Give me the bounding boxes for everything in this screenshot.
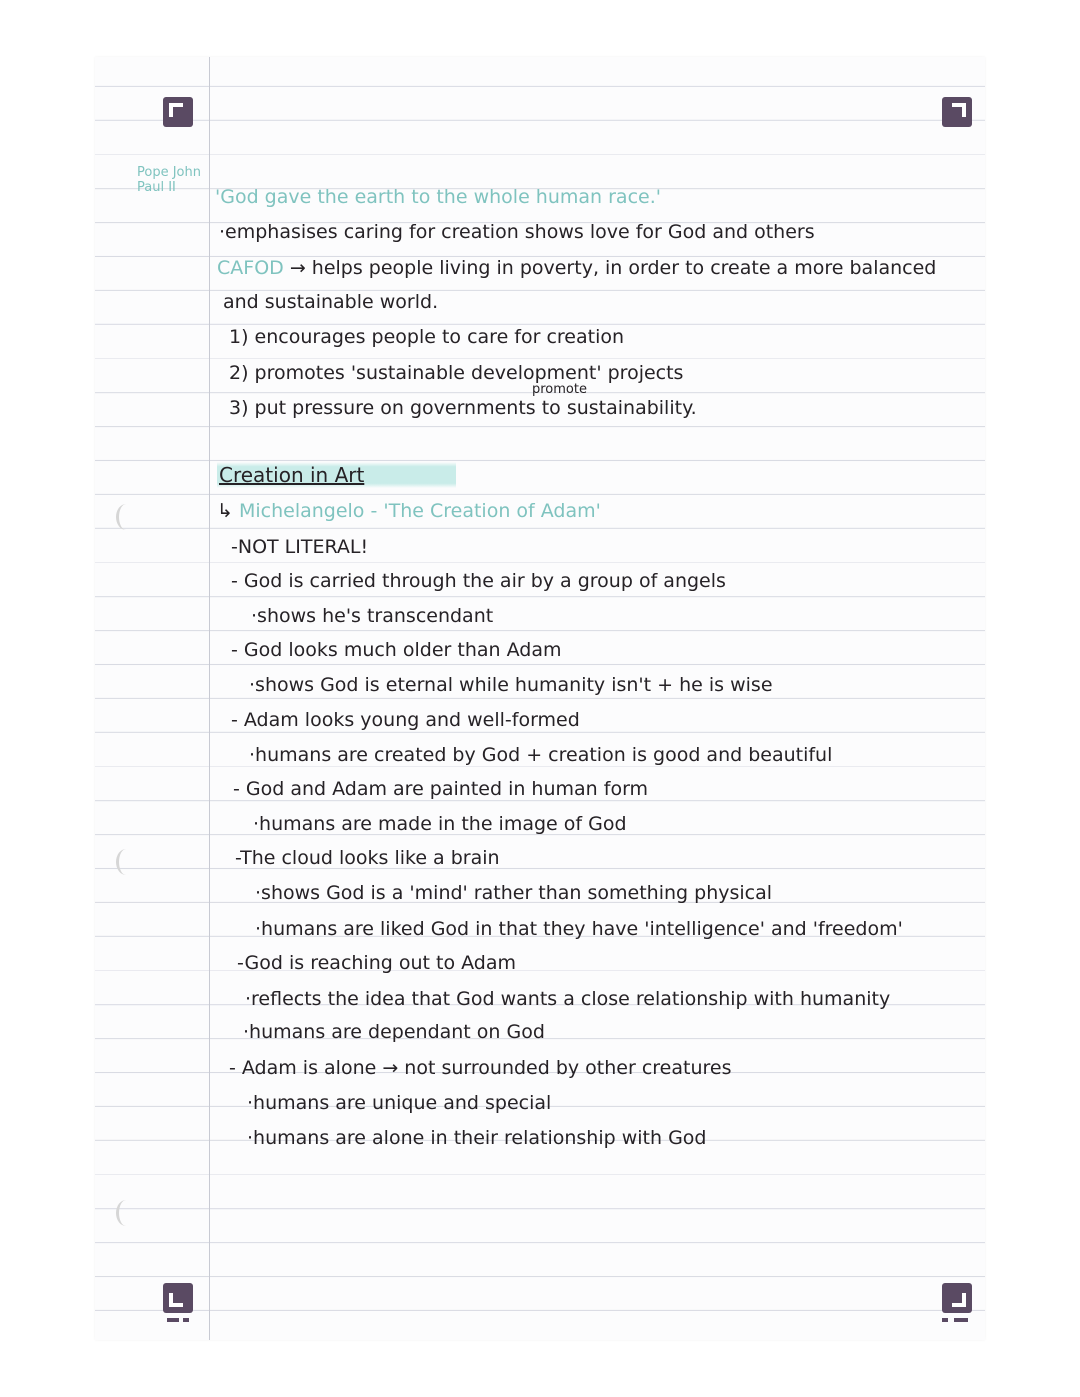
cafod-text: → helps people living in poverty, in order to create a more balanced: [283, 257, 937, 279]
note-line: [217, 256, 936, 280]
corner-tick: [942, 1318, 948, 1322]
note-line: - God looks much older than Adam: [231, 639, 562, 661]
corner-marker-bottom-left: [163, 1283, 193, 1313]
note-line: ·humans are dependant on God: [243, 1021, 545, 1043]
note-line: ·shows he's transcendant: [251, 605, 494, 627]
margin-note-line: Paul II: [137, 180, 176, 195]
note-line: - Adam is alone → not surrounded by other creatures: [229, 1057, 732, 1079]
corner-marker-bottom-right: [942, 1283, 972, 1313]
note-line: ·reflects the idea that God wants a close relationship with humanity: [245, 988, 891, 1010]
note-line: -NOT LITERAL!: [231, 536, 369, 558]
corner-marker-top-left: [163, 97, 193, 127]
corner-tick: [183, 1318, 189, 1322]
margin-line: [209, 57, 210, 1340]
corner-marker-top-right: [942, 97, 972, 127]
note-line: ·shows God is eternal while humanity isn't + he is wise: [249, 674, 773, 696]
note-line: - God is carried through the air by a group of angels: [231, 570, 726, 592]
note-line: 2) promotes 'sustainable development' projects: [229, 362, 684, 384]
note-line: [217, 499, 601, 523]
note-line: ·humans are created by God + creation is good and beautiful: [249, 744, 833, 766]
note-line: ·humans are unique and special: [247, 1092, 552, 1114]
corner-tick: [954, 1318, 968, 1322]
corner-tick: [167, 1318, 179, 1322]
binder-hole: [116, 1200, 136, 1226]
section-heading-text: Creation in Art: [219, 463, 365, 487]
arrow-glyph: ↳: [217, 500, 239, 522]
note-line: - Adam looks young and well-formed: [231, 709, 580, 731]
note-line: -The cloud looks like a brain: [235, 847, 500, 869]
note-line: 3) put pressure on governments to sustainability.: [229, 397, 697, 419]
binder-hole: [116, 849, 136, 875]
binder-hole: [116, 504, 136, 530]
note-line: ·shows God is a 'mind' rather than something physical: [255, 882, 773, 904]
note-line: 1) encourages people to care for creation: [229, 326, 625, 348]
artwork-title: Michelangelo - 'The Creation of Adam': [238, 500, 601, 522]
quote-line: 'God gave the earth to the whole human race.': [215, 186, 661, 208]
note-line: ·emphasises caring for creation shows love for God and others: [219, 221, 815, 243]
notebook-page: [95, 57, 985, 1340]
margin-note-line: Pope John: [137, 165, 201, 180]
cafod-label: CAFOD: [217, 257, 284, 279]
note-line: -God is reaching out to Adam: [237, 952, 516, 974]
section-heading: [217, 462, 456, 488]
note-line: - God and Adam are painted in human form: [233, 778, 649, 800]
note-line: and sustainable world.: [223, 291, 439, 313]
note-line: ·humans are made in the image of God: [253, 813, 627, 835]
inserted-word: promote: [532, 382, 587, 397]
margin-note: [137, 165, 201, 195]
note-line: ·humans are liked God in that they have 'intelligence' and 'freedom': [255, 918, 903, 940]
note-line: ·humans are alone in their relationship with God: [247, 1127, 707, 1149]
